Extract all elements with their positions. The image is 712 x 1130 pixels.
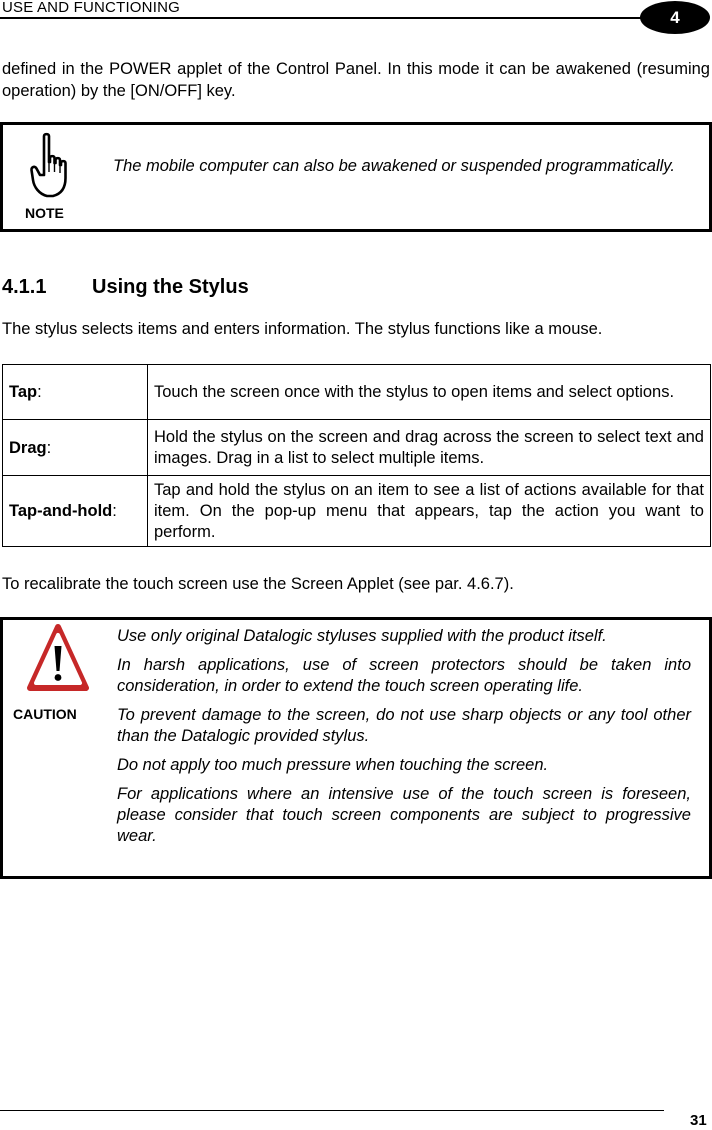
caution-line: In harsh applications, use of screen protectors should be taken into consideration, in order to extend the touch screen operating life. xyxy=(117,656,691,695)
action-term: Tap-and-hold xyxy=(9,502,113,520)
stylus-intro-paragraph: The stylus selects items and enters information. The stylus functions like a mouse. xyxy=(2,320,603,338)
caution-box xyxy=(0,617,712,879)
table-row xyxy=(3,476,711,547)
running-header-title: USE AND FUNCTIONING xyxy=(2,0,180,16)
chapter-badge: 4 xyxy=(640,1,710,34)
action-definition: Tap and hold the stylus on an item to see a list of actions available for that item. On the pop-up menu that appears, tap the action you want to perform. xyxy=(148,476,711,547)
note-box xyxy=(0,122,712,232)
section-title: Using the Stylus xyxy=(92,276,249,298)
action-term-cell: Drag: xyxy=(3,420,148,476)
action-term: Tap xyxy=(9,383,38,401)
pointing-hand-icon xyxy=(29,132,69,200)
header-rule xyxy=(0,17,656,19)
stylus-actions-table xyxy=(2,364,711,547)
action-term-cell: Tap-and-hold: xyxy=(3,476,148,547)
table-row xyxy=(3,420,711,476)
caution-line: To prevent damage to the screen, do not use sharp objects or any tool other than the Datalogic provided stylus. xyxy=(117,706,691,745)
page-number: 31 xyxy=(690,1112,707,1129)
caution-text xyxy=(117,626,691,855)
caution-line: For applications where an intensive use of the touch screen is foreseen, please consider that touch screen components are subject to progressive wear. xyxy=(117,785,691,845)
intro-paragraph: defined in the POWER applet of the Control Panel. In this mode it can be awakened (resuming operation) by the [ON/OFF] key. xyxy=(2,60,710,100)
footer-rule xyxy=(0,1110,664,1111)
note-text: The mobile computer can also be awakened or suspended programmatically. xyxy=(113,157,675,175)
warning-triangle-icon xyxy=(27,624,89,694)
recalibrate-paragraph: To recalibrate the touch screen use the Screen Applet (see par. 4.6.7). xyxy=(2,575,514,593)
note-label: NOTE xyxy=(25,205,64,221)
action-term-cell: Tap: xyxy=(3,365,148,420)
caution-line: Use only original Datalogic styluses supplied with the product itself. xyxy=(117,627,607,645)
action-term: Drag xyxy=(9,438,47,457)
section-number: 4.1.1 xyxy=(2,276,47,298)
action-definition: Touch the screen once with the stylus to open items and select options. xyxy=(148,365,711,420)
caution-label: CAUTION xyxy=(13,706,77,722)
section-heading xyxy=(2,276,249,299)
table-row xyxy=(3,365,711,420)
action-definition: Hold the stylus on the screen and drag across the screen to select text and images. Drag in a list to select multiple items. xyxy=(148,420,711,476)
caution-line: Do not apply too much pressure when touching the screen. xyxy=(117,756,549,774)
